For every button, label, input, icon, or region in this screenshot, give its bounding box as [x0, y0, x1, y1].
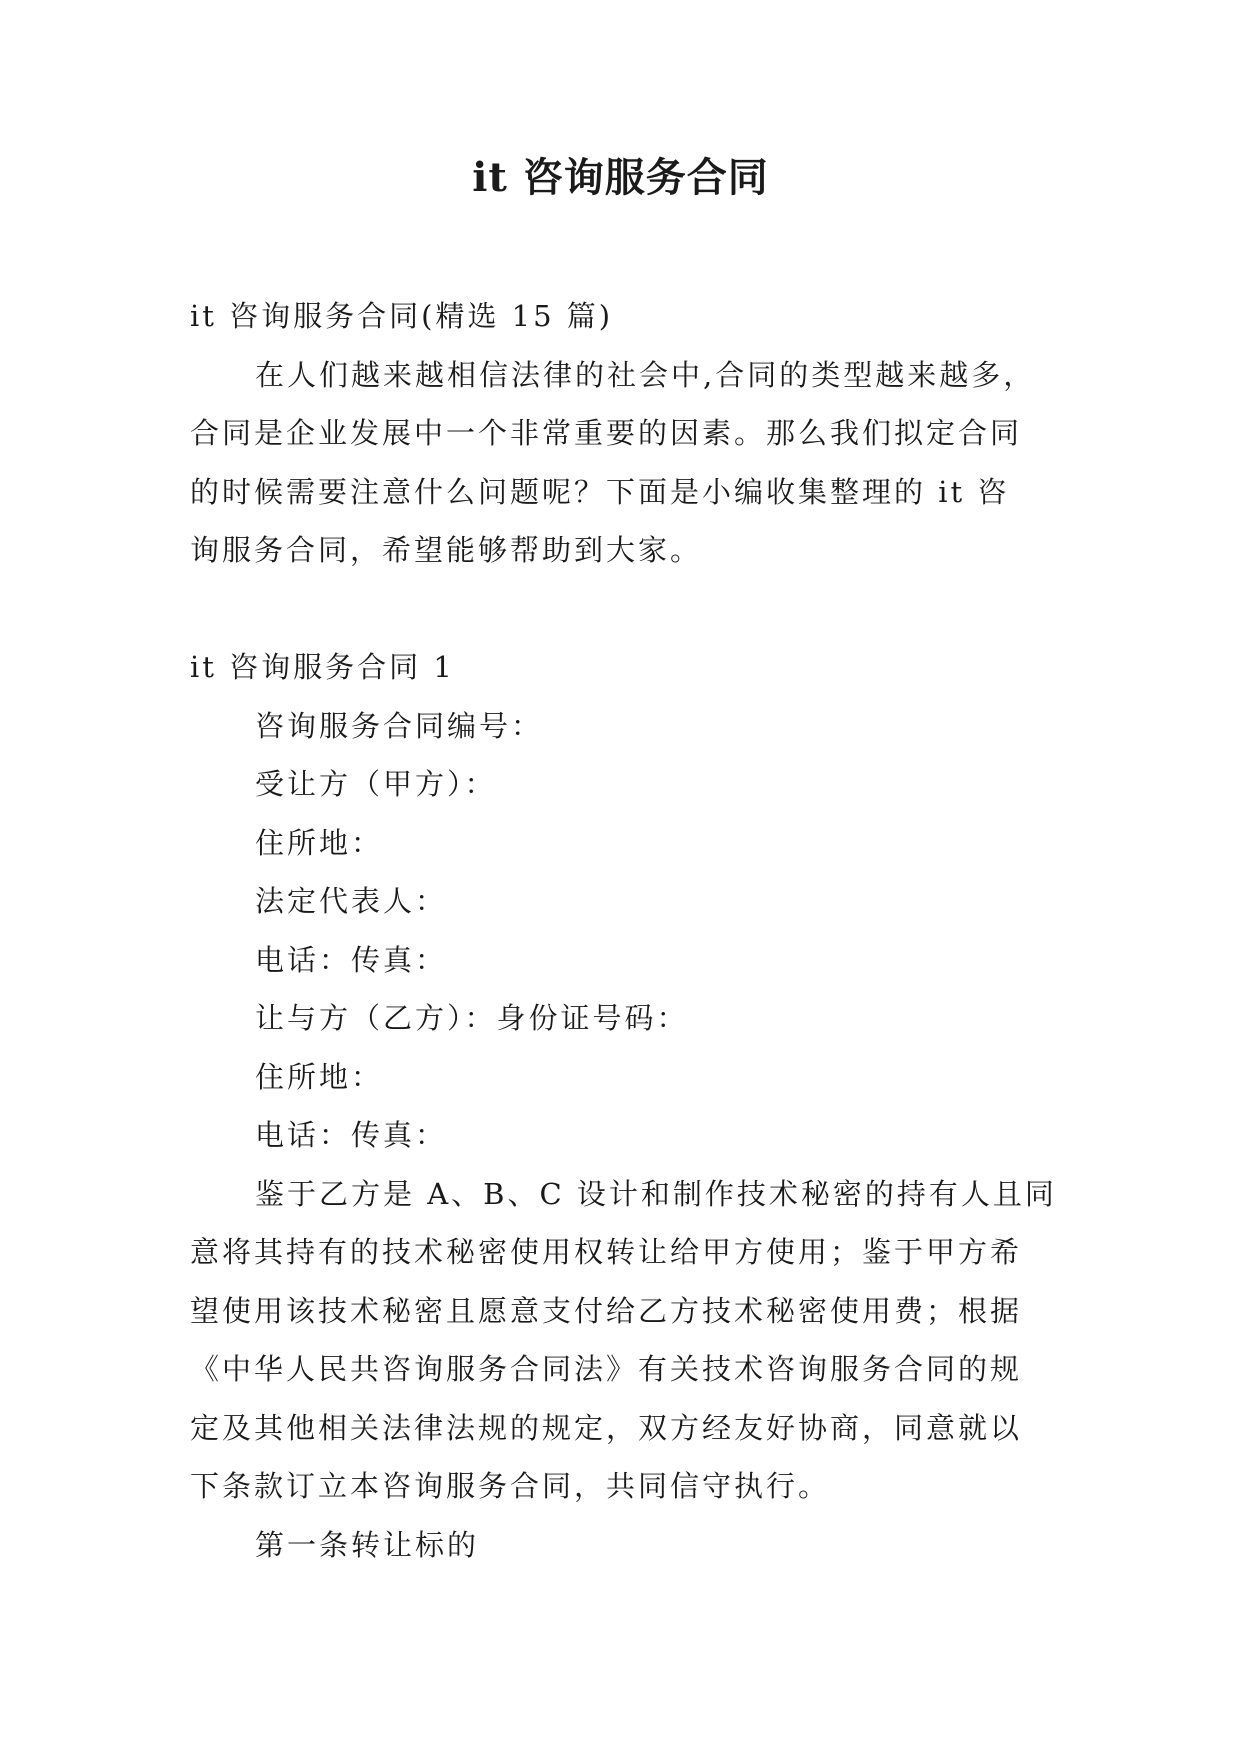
blank-line	[190, 580, 1050, 639]
field-party-b-address: 住所地：	[255, 1059, 384, 1094]
paragraph-line: 《中华人民共咨询服务合同法》有关技术咨询服务合同的规	[190, 1352, 1023, 1386]
paragraph-line: 定及其他相关法律法规的规定，双方经友好协商，同意就以	[190, 1410, 1023, 1445]
field-legal-representative: 法定代表人：	[255, 884, 448, 918]
field-contract-number: 咨询服务合同编号：	[255, 708, 544, 743]
intro-line: 合同是企业发展中一个非常重要的因素。那么我们拟定合同	[190, 416, 1023, 450]
paragraph-line: 望使用该技术秘密且愿意支付给乙方技术秘密使用费；根据	[190, 1293, 1023, 1328]
intro-line: 在人们越来越相信法律的社会中,合同的类型越来越多，	[255, 357, 1036, 392]
field-party-a: 受让方（甲方）：	[255, 767, 497, 801]
field-party-a-address: 住所地：	[255, 825, 384, 860]
paragraph-line: 意将其持有的技术秘密使用权转让给甲方使用；鉴于甲方希	[190, 1235, 1023, 1269]
paragraph-line: 下条款订立本咨询服务合同，共同信守执行。	[190, 1469, 831, 1503]
document-subtitle: it 咨询服务合同(精选 15 篇)	[190, 299, 614, 333]
field-party-b-phone-fax: 电话：传真：	[255, 1118, 448, 1152]
document-body	[190, 287, 1057, 1574]
document-title: it 咨询服务合同	[472, 154, 769, 201]
intro-line: 的时候需要注意什么问题呢？下面是小编收集整理的 it 咨	[190, 474, 1010, 509]
paragraph-line: 鉴于乙方是 A、B、C 设计和制作技术秘密的持有人且同	[255, 1176, 1057, 1211]
section-heading: it 咨询服务合同 1	[190, 650, 455, 684]
field-party-a-phone-fax: 电话：传真：	[255, 942, 448, 977]
intro-line: 询服务合同，希望能够帮助到大家。	[190, 533, 703, 567]
field-party-b: 让与方（乙方）：身份证号码：	[255, 1001, 689, 1035]
article-heading: 第一条转让标的	[255, 1527, 480, 1562]
